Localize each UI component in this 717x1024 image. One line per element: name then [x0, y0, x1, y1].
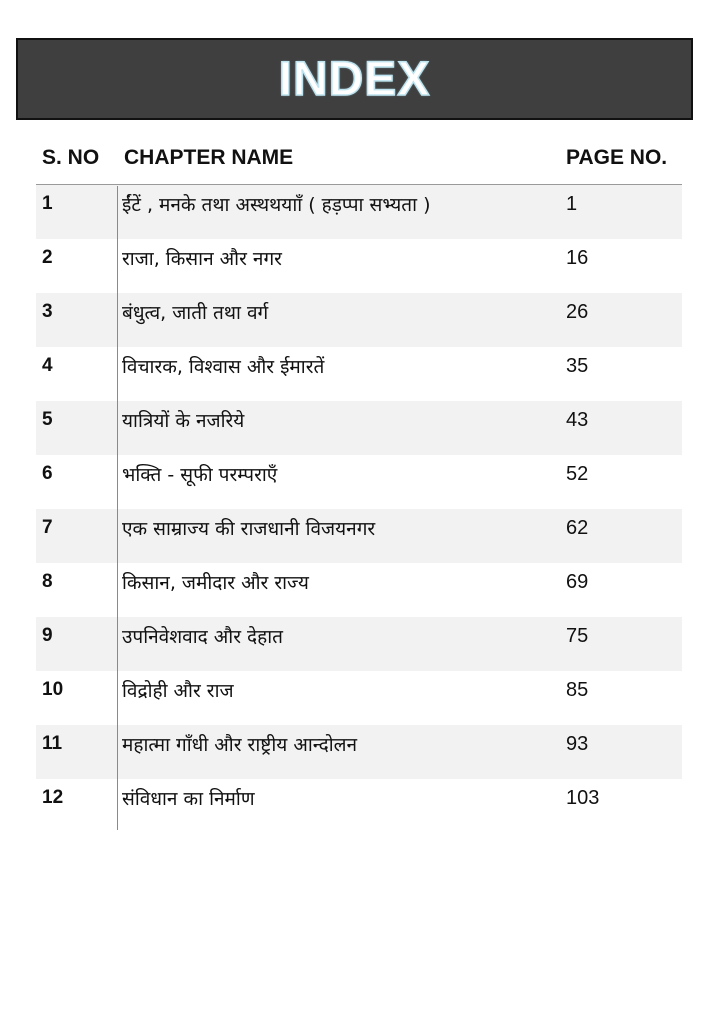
table-row[interactable] — [36, 185, 682, 239]
row-sno: 11 — [42, 733, 63, 754]
index-table — [36, 138, 682, 833]
row-chapter-name: भक्ति - सूफी परम्पराएँ — [122, 464, 278, 486]
row-sno: 4 — [42, 355, 53, 376]
row-page-no: 26 — [566, 301, 589, 323]
table-row[interactable] — [36, 347, 682, 401]
table-row[interactable] — [36, 779, 682, 833]
table-row[interactable] — [36, 293, 682, 347]
row-sno: 2 — [42, 247, 53, 268]
row-page-no: 62 — [566, 517, 589, 539]
row-chapter-name: महात्मा गाँधी और राष्ट्रीय आन्दोलन — [122, 734, 358, 756]
table-row[interactable] — [36, 563, 682, 617]
row-sno: 10 — [42, 679, 64, 700]
row-chapter-name: एक साम्राज्य की राजधानी विजयनगर — [122, 518, 376, 540]
table-row[interactable] — [36, 725, 682, 779]
row-sno: 1 — [42, 193, 53, 214]
row-sno: 12 — [42, 787, 64, 808]
row-page-no: 103 — [566, 787, 600, 809]
row-page-no: 52 — [566, 463, 589, 485]
row-page-no: 16 — [566, 247, 589, 269]
row-sno: 9 — [42, 625, 53, 646]
row-chapter-name: विचारक, विश्वास और ईमारतें — [122, 356, 325, 378]
table-row[interactable] — [36, 401, 682, 455]
row-chapter-name: राजा, किसान और नगर — [122, 248, 282, 270]
row-chapter-name: उपनिवेशवाद और देहात — [122, 626, 283, 648]
row-sno: 6 — [42, 463, 53, 484]
row-sno: 7 — [42, 517, 53, 538]
table-row[interactable] — [36, 455, 682, 509]
row-chapter-name: संविधान का निर्माण — [122, 788, 255, 810]
row-sno: 5 — [42, 409, 53, 430]
row-page-no: 85 — [566, 679, 589, 701]
row-page-no: 75 — [566, 625, 589, 647]
row-sno: 8 — [42, 571, 53, 592]
row-chapter-name: ईंटें , मनके तथा अस्थथयााँ ( हड़प्पा सभ्यता ) — [122, 194, 431, 216]
row-page-no: 43 — [566, 409, 589, 431]
table-body — [36, 185, 682, 833]
row-chapter-name: किसान, जमीदार और राज्य — [122, 572, 309, 594]
index-banner — [16, 38, 693, 120]
page-title: INDEX — [278, 52, 431, 106]
row-page-no: 1 — [566, 193, 578, 215]
row-chapter-name: यात्रियों के नजरिये — [122, 410, 245, 432]
header-sno: S. NO — [42, 146, 100, 169]
row-page-no: 69 — [566, 571, 589, 593]
row-page-no: 35 — [566, 355, 589, 377]
table-row[interactable] — [36, 509, 682, 563]
row-chapter-name: विद्रोही और राज — [122, 680, 234, 702]
row-sno: 3 — [42, 301, 53, 322]
row-chapter-name: बंधुत्व, जाती तथा वर्ग — [122, 302, 269, 324]
header-page-no: PAGE NO. — [566, 146, 668, 169]
table-header — [36, 138, 682, 185]
header-chapter-name: CHAPTER NAME — [124, 146, 294, 169]
table-row[interactable] — [36, 617, 682, 671]
table-row[interactable] — [36, 239, 682, 293]
row-page-no: 93 — [566, 733, 589, 755]
column-divider — [117, 186, 118, 830]
table-row[interactable] — [36, 671, 682, 725]
